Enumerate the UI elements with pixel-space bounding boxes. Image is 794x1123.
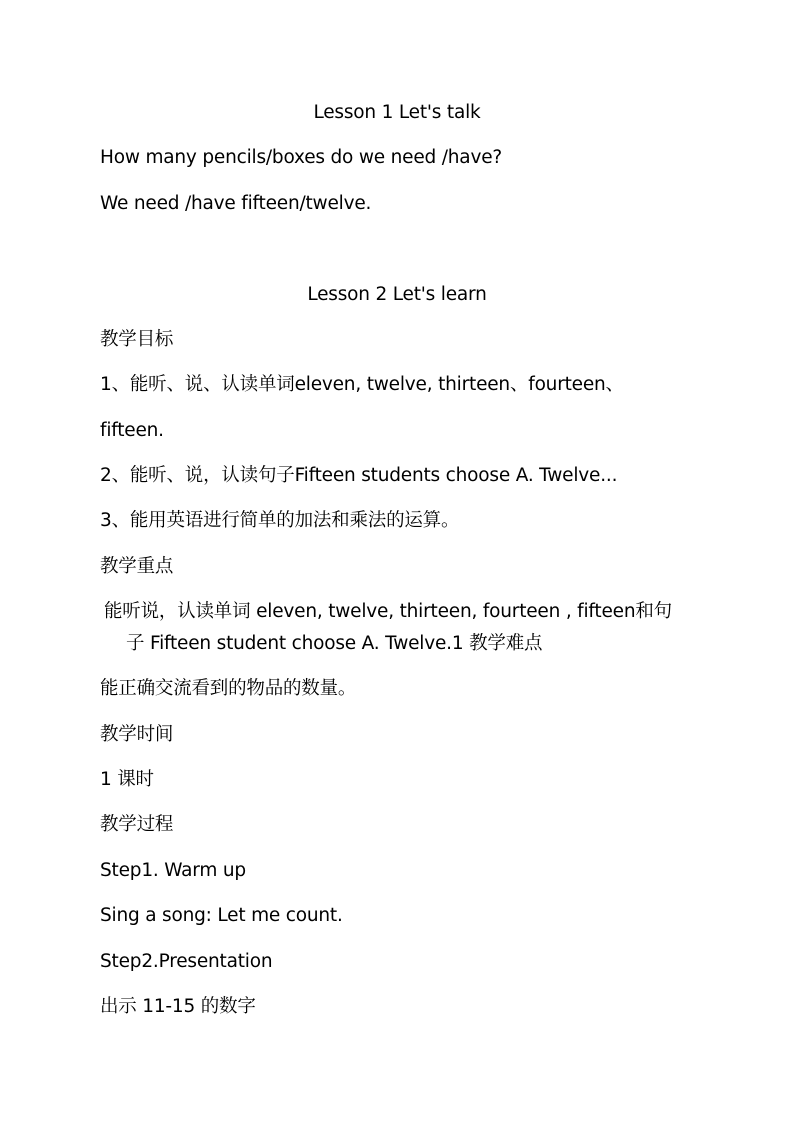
lesson1-answer: We need /have fifteen/twelve. <box>100 193 372 214</box>
difficulty-text: 能正确交流看到的物品的数量。 <box>100 678 357 699</box>
goal-1-continued: fifteen. <box>100 420 164 441</box>
process-heading: 教学过程 <box>100 814 174 835</box>
step-1: Step1. Warm up <box>100 860 246 881</box>
lesson2-title: Lesson 2 Let's learn <box>307 284 487 305</box>
key-points-heading: 教学重点 <box>100 556 174 577</box>
time-value: 1 课时 <box>100 769 154 790</box>
step-2: Step2.Presentation <box>100 951 273 972</box>
key-points-line-2: 子 Fifteen student choose A. Twelve.1 教学难点 <box>126 633 543 654</box>
goals-heading: 教学目标 <box>100 329 174 350</box>
goal-1: 1、能听、说、认读单词eleven, twelve, thirteen、fourteen、 <box>100 374 624 395</box>
key-points-line-1: 能听说，认读单词 eleven, twelve, thirteen, fourteen , fifteen和句 <box>104 601 672 622</box>
goal-2: 2、能听、说，认读句子Fifteen students choose A. Twelve... <box>100 465 618 486</box>
song-line: Sing a song: Let me count. <box>100 905 343 926</box>
time-heading: 教学时间 <box>100 724 174 745</box>
lesson1-title: Lesson 1 Let's talk <box>313 102 481 123</box>
lesson1-question: How many pencils/boxes do we need /have? <box>100 147 502 168</box>
show-numbers: 出示 11-15 的数字 <box>100 996 256 1017</box>
goal-3: 3、能用英语进行简单的加法和乘法的运算。 <box>100 510 460 531</box>
